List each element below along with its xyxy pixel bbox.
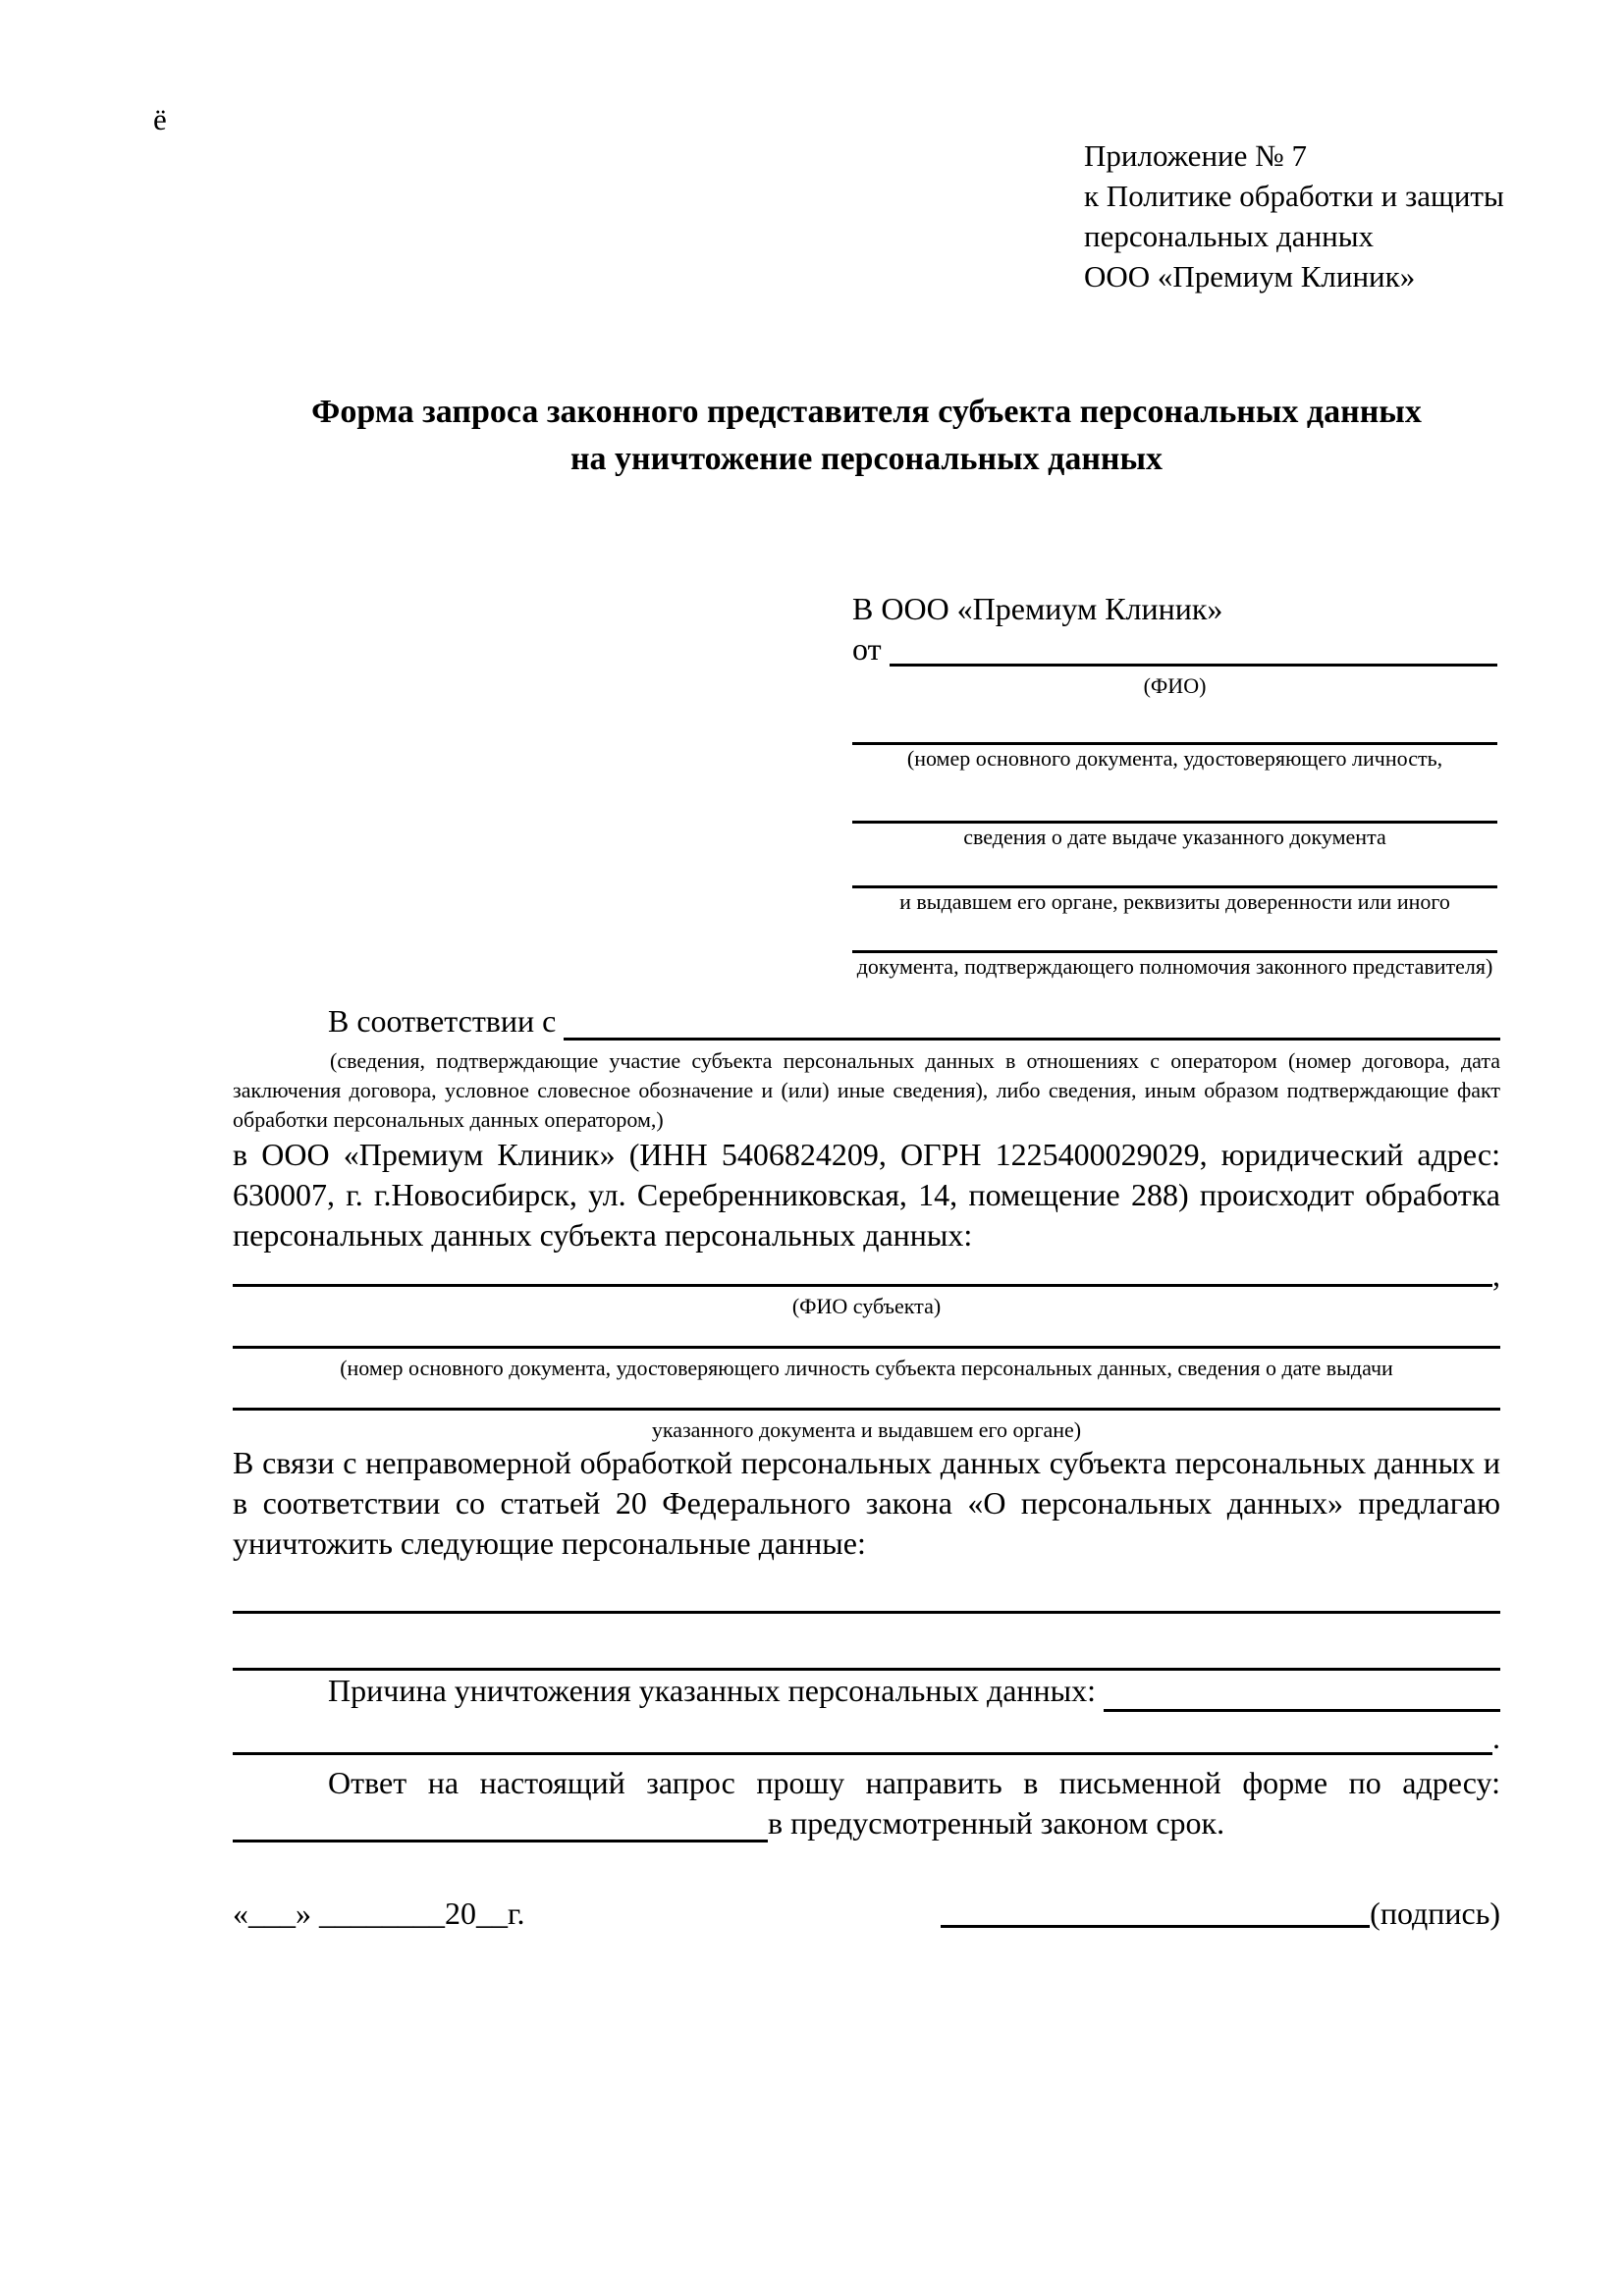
accordance-row: [233, 1001, 1500, 1046]
issuing-authority-caption: и выдавшем его органе, реквизиты доверенности или иного: [899, 889, 1450, 914]
demand-paragraph: В связи с неправомерной обработкой персональных данных субъекта персональных данных и в соответствии со статьей 20 Федерального закона «О персональных данных» предлагаю уничтожить следующие персональные данные:: [233, 1445, 1500, 1561]
reason-continuation-blank-line: [233, 1718, 1492, 1755]
from-field-row: [852, 629, 1497, 672]
subject-fio-line-suffix: ,: [1492, 1257, 1500, 1293]
date-blank-field: «___» ________20__г.: [233, 1896, 525, 1931]
response-address-row: [233, 1803, 1500, 1848]
issuing-authority-blank-line: [852, 862, 1497, 888]
document-title-line2: на уничтожение персональных данных: [569, 441, 1164, 477]
document-number-blank-line: [852, 715, 1497, 745]
from-blank-line: [890, 629, 1497, 667]
accordance-blank-line: [564, 1001, 1500, 1041]
signature-blank-line: [941, 1894, 1370, 1928]
accordance-label: В соответствии с: [328, 1003, 557, 1039]
reason-label: Причина уничтожения указанных персональных данных:: [328, 1673, 1097, 1708]
signature-group: [941, 1894, 1500, 1934]
personal-data-blank-line-2: [233, 1614, 1500, 1671]
appendix-note-line: ООО «Премиум Клиник»: [1084, 259, 1416, 294]
personal-data-blank-line-1: [233, 1564, 1500, 1614]
from-label: от: [852, 631, 882, 667]
accordance-caption: (сведения, подтверждающие участие субъекта персональных данных в отношениях с оператором (номер договора, дата заключения договора, условное словесное обозначение и (или) иные сведения), либо сведения, иным образом подтверждающие факт обработки персональных данных оператором,): [233, 1048, 1500, 1132]
appendix-note-line: персональных данных: [1084, 219, 1375, 253]
reason-blank-line: [1104, 1671, 1500, 1712]
response-address-blank-line: [233, 1803, 768, 1842]
addressee-organization: В ООО «Премиум Клиник»: [852, 591, 1223, 626]
response-line-suffix: в предусмотренный законом срок.: [768, 1805, 1225, 1841]
subject-fio-row: [233, 1255, 1500, 1293]
issue-date-caption: сведения о дате выдаче указанного документа: [963, 825, 1386, 849]
reason-line-suffix: .: [1492, 1720, 1500, 1755]
subject-doc-caption-1: (номер основного документа, удостоверяющего личность субъекта персональных данных, сведения о дате выдачи: [340, 1356, 1393, 1380]
subject-doc-row-1: [233, 1319, 1500, 1355]
reason-continuation-row: [233, 1718, 1500, 1761]
fio-caption: (ФИО): [1143, 673, 1207, 698]
appendix-note-line: к Политике обработки и защиты: [1084, 179, 1504, 213]
appendix-note: [1084, 135, 1504, 296]
reason-row: [233, 1671, 1500, 1718]
operator-paragraph: в ООО «Премиум Клиник» (ИНН 5406824209, ОГРН 1225400029029, юридический адрес: 630007, г. г.Новосибирск, ул. Серебренниковская, 14, помещение 288) происходит обработка персональных данных субъекта персональных данных:: [233, 1137, 1500, 1253]
subject-doc-caption-2: указанного документа и выдавшем его органе): [651, 1417, 1082, 1442]
document-title-line1: Форма запроса законного представителя субъекта персональных данных: [311, 394, 1422, 430]
subject-doc-blank-line-2: [233, 1381, 1500, 1411]
paragraph-indent: [233, 1001, 328, 1046]
document-title: [233, 389, 1500, 483]
appendix-note-line: Приложение № 7: [1084, 138, 1307, 173]
subject-fio-caption: (ФИО субъекта): [791, 1294, 942, 1318]
authority-document-blank-line: [852, 927, 1497, 953]
subject-fio-blank-line: [233, 1255, 1492, 1287]
subject-doc-blank-line-1: [233, 1319, 1500, 1349]
paragraph-indent: [233, 1671, 328, 1718]
signature-caption: (подпись): [1370, 1896, 1500, 1931]
issue-date-blank-line: [852, 795, 1497, 824]
response-paragraph: Ответ на настоящий запрос прошу направить в письменной форме по адресу:: [328, 1765, 1500, 1800]
document-body: [233, 1001, 1500, 1934]
subject-doc-row-2: [233, 1381, 1500, 1416]
footer-row: [233, 1894, 1500, 1934]
addressee-block: [852, 589, 1497, 980]
stray-character: ё: [153, 102, 167, 136]
authority-document-caption: документа, подтверждающего полномочия законного представителя): [856, 954, 1493, 979]
document-number-caption: (номер основного документа, удостоверяющего личность,: [906, 746, 1443, 771]
